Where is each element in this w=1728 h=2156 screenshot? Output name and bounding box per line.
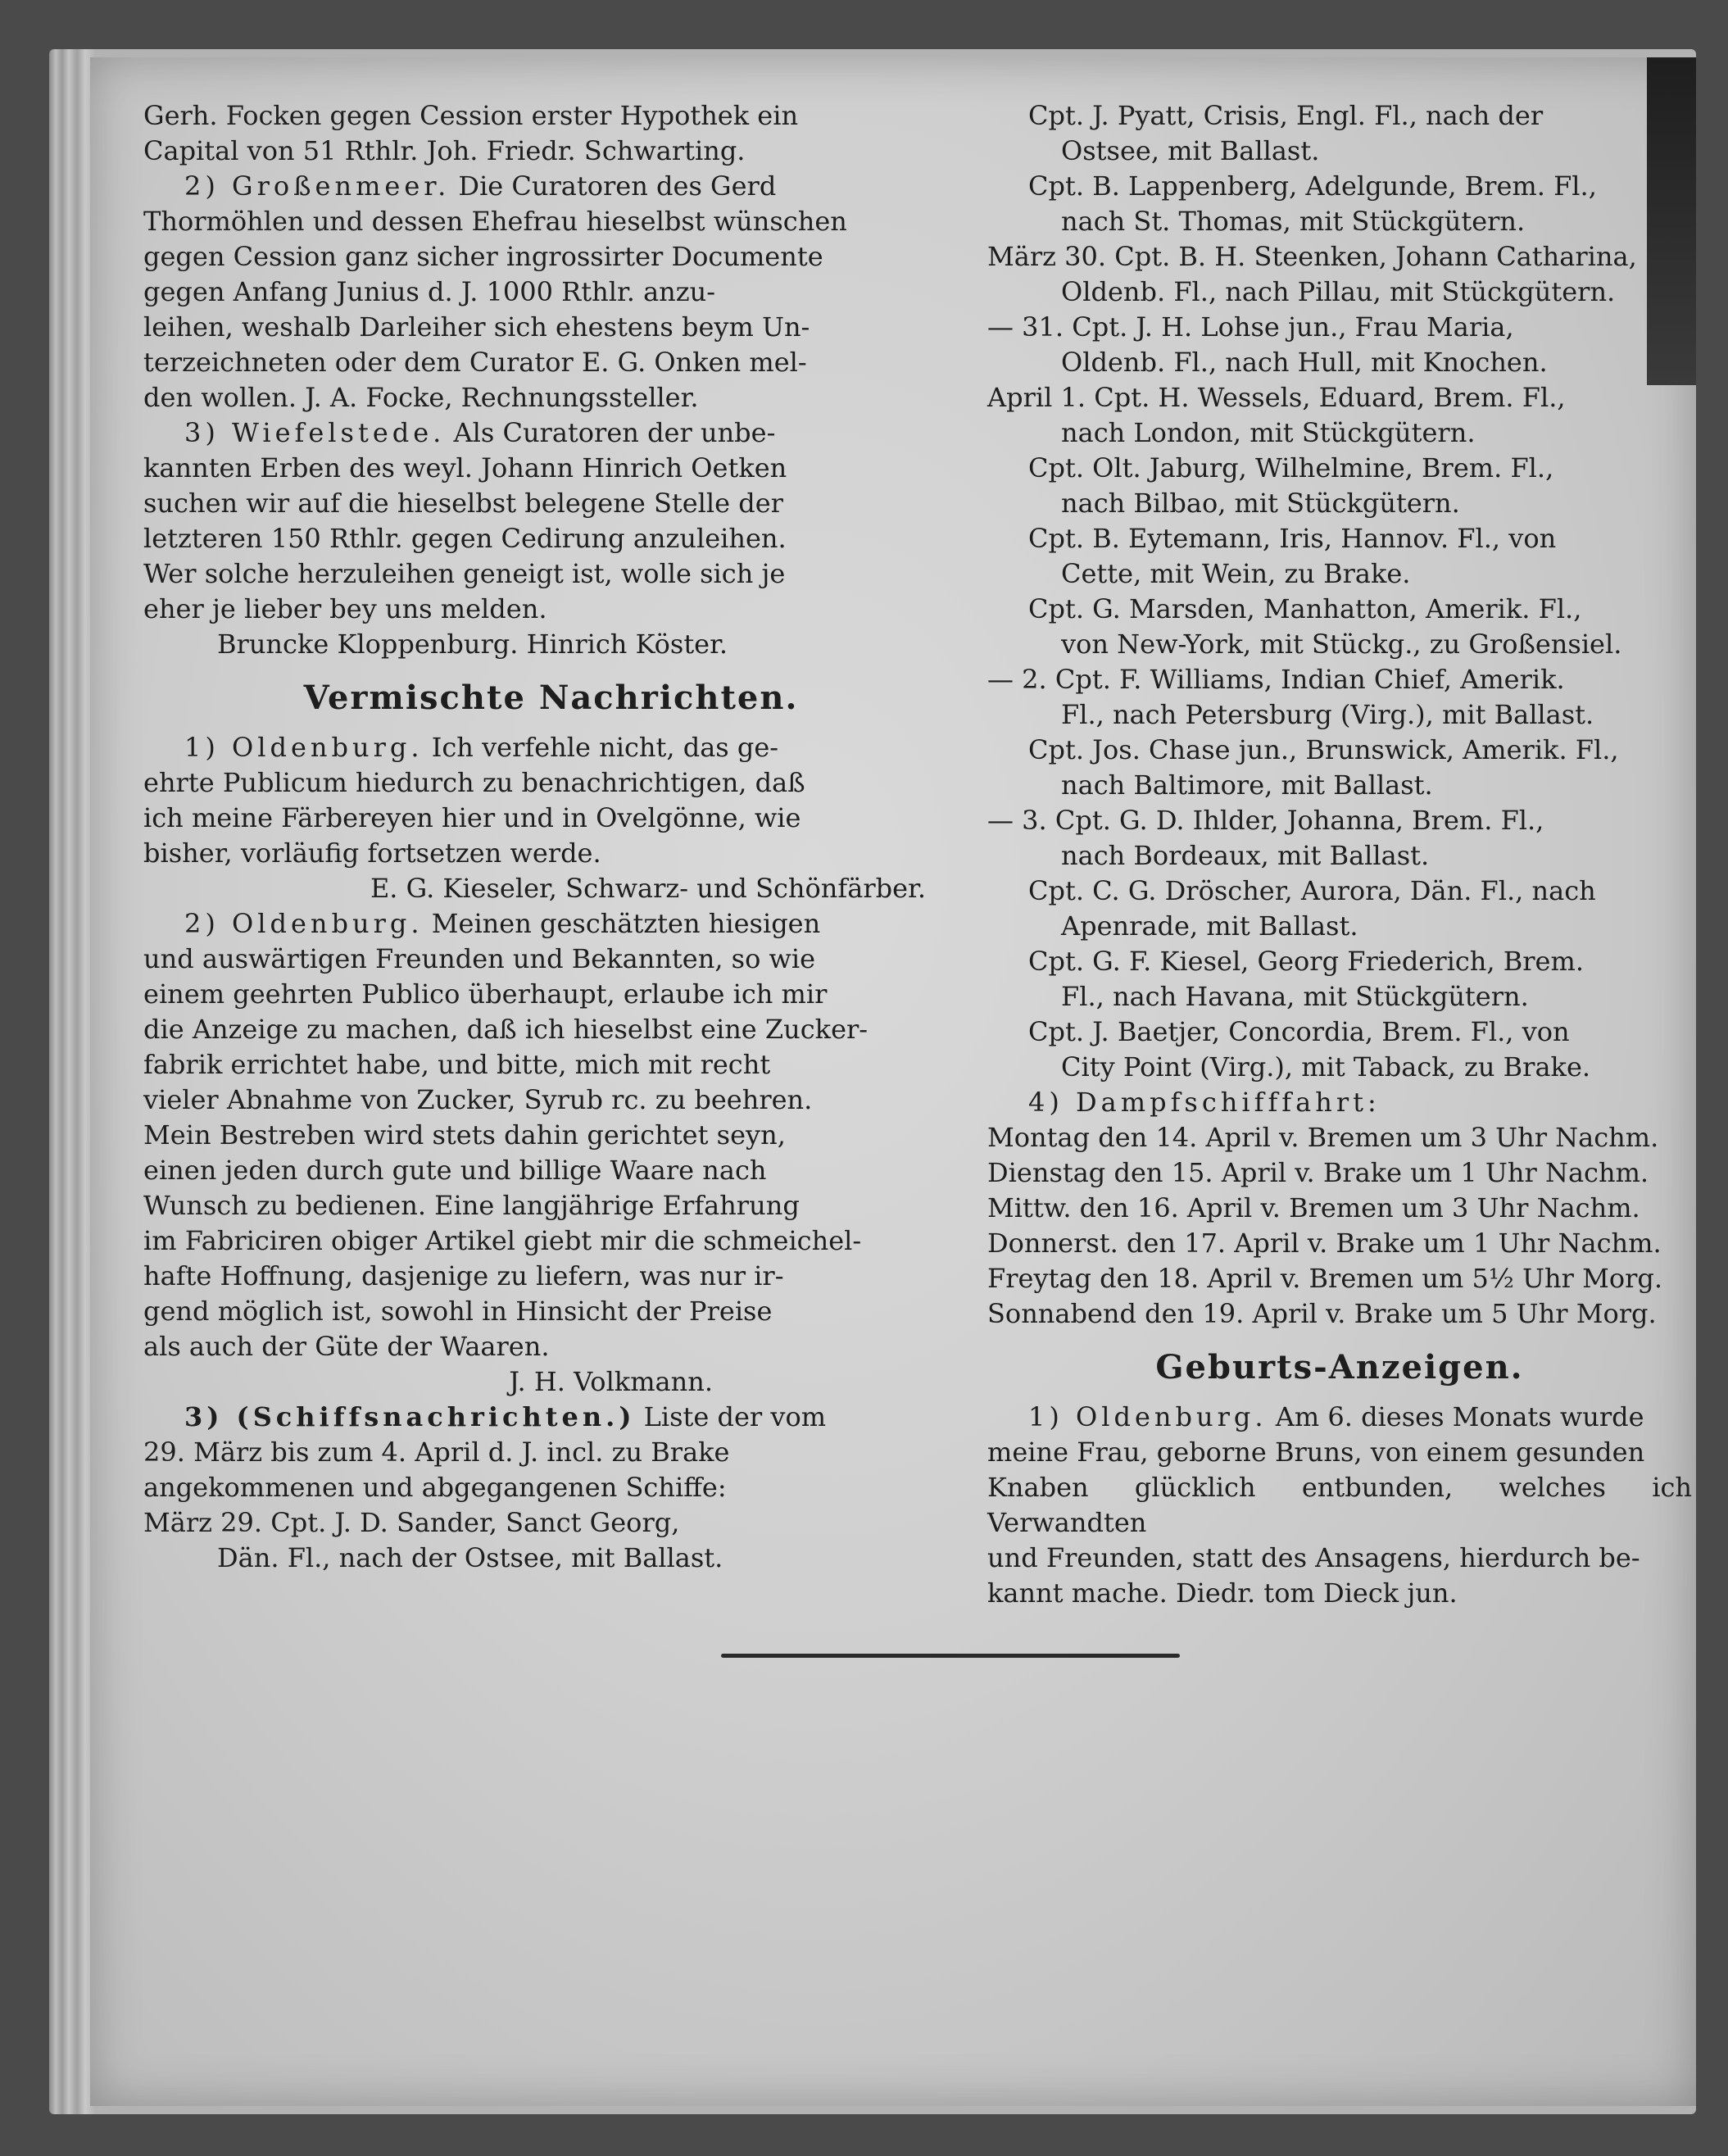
- ship-entry-line: City Point (Virg.), mit Taback, zu Brake.: [1061, 1051, 1591, 1083]
- ship-entry-line: nach Bordeaux, mit Ballast.: [1061, 840, 1430, 871]
- ship-entry-line: Cpt. Jos. Chase jun., Brunswick, Amerik. Fl.,: [1028, 734, 1619, 765]
- text-line: einen jeden durch gute und billige Waare nach: [143, 1155, 767, 1186]
- text-line: gegen Anfang Junius d. J. 1000 Rthlr. anzu-: [143, 276, 716, 307]
- ship-entry-line: Fl., nach Havana, mit Stückgütern.: [1061, 981, 1529, 1012]
- text-line: gend möglich ist, sowohl in Hinsicht der Preise: [143, 1296, 773, 1327]
- text-line: einem geehrten Publico überhaupt, erlaube ich mir: [143, 978, 828, 1010]
- ship-entry-line: April 1. Cpt. H. Wessels, Eduard, Brem. Fl.,: [987, 382, 1566, 413]
- text-line: die Anzeige zu machen, daß ich hieselbst eine Zucker-: [143, 1014, 869, 1045]
- ship-entry-line: Cette, mit Wein, zu Brake.: [1061, 558, 1411, 589]
- ship-entry-line: Oldenb. Fl., nach Hull, mit Knochen.: [1061, 347, 1548, 378]
- ship-entry-line: Oldenb. Fl., nach Pillau, mit Stückgütern.: [1061, 276, 1616, 307]
- paragraph-start: [143, 415, 959, 451]
- ship-entry-line: Apenrade, mit Ballast.: [1061, 910, 1358, 942]
- text-line: letzteren 150 Rthlr. gegen Cedirung anzuleihen.: [143, 523, 787, 554]
- steamship-line: Sonnabend den 19. April v. Brake um 5 Uhr Morg.: [987, 1298, 1657, 1329]
- ship-entry-line: von New-York, mit Stückg., zu Großensiel.: [1061, 629, 1622, 660]
- text-span: Ich verfehle nicht, das ge-: [431, 732, 779, 763]
- text-line: suchen wir auf die hieselbst belegene Stelle der: [143, 488, 783, 519]
- paragraph-start: [143, 906, 959, 942]
- ship-entry-line: — 3. Cpt. G. D. Ihlder, Johanna, Brem. Fl.,: [987, 805, 1544, 836]
- steamship-line: Dienstag den 15. April v. Brake um 1 Uhr Nachm.: [987, 1157, 1649, 1188]
- place-name: 3) Wiefelstede.: [184, 417, 446, 448]
- ship-entry-line: Fl., nach Petersburg (Virg.), mit Ballast.: [1061, 699, 1594, 730]
- text-span: Am 6. dieses Monats wurde: [1275, 1401, 1644, 1432]
- text-line: den wollen. J. A. Focke, Rechnungssteller.: [143, 382, 699, 413]
- place-name: 2) Oldenburg.: [184, 908, 424, 939]
- ship-entry-line: nach Baltimore, mit Ballast.: [1061, 769, 1433, 801]
- paragraph-start: [143, 730, 959, 765]
- ship-entry-line: — 31. Cpt. J. H. Lohse jun., Frau Maria,: [987, 311, 1514, 343]
- ship-entry-line: Cpt. C. G. Dröscher, Aurora, Dän. Fl., nach: [1028, 875, 1596, 906]
- ship-entry-line: nach Bilbao, mit Stückgütern.: [1061, 488, 1460, 519]
- text-line: Thormöhlen und dessen Ehefrau hieselbst wünschen: [143, 206, 847, 237]
- signature: J. H. Volkmann.: [509, 1366, 713, 1397]
- place-name: 3) (Schiffsnachrichten.): [184, 1401, 636, 1432]
- text-span: Die Curatoren des Gerd: [458, 170, 777, 202]
- closing-rule: [721, 1654, 1180, 1658]
- place-name: 2) Großenmeer.: [184, 170, 451, 202]
- ship-entry-line: Cpt. J. Baetjer, Concordia, Brem. Fl., von: [1028, 1016, 1570, 1047]
- text-line: Capital von 51 Rthlr. Joh. Friedr. Schwarting.: [143, 135, 746, 166]
- text-line: Dän. Fl., nach der Ostsee, mit Ballast.: [217, 1542, 723, 1573]
- text-line: Gerh. Focken gegen Cession erster Hypothek ein: [143, 100, 799, 131]
- ship-entry-line: Cpt. Olt. Jaburg, Wilhelmine, Brem. Fl.,: [1028, 452, 1554, 483]
- text-line: ehrte Publicum hiedurch zu benachrichtigen, daß: [143, 767, 805, 798]
- text-line: kannten Erben des weyl. Johann Hinrich Oetken: [143, 452, 787, 483]
- text-line: hafte Hoffnung, dasjenige zu liefern, was nur ir-: [143, 1260, 784, 1291]
- text-line: und auswärtigen Freunden und Bekannten, so wie: [143, 943, 816, 974]
- ship-entry-line: — 2. Cpt. F. Williams, Indian Chief, Amerik.: [987, 664, 1565, 695]
- text-span: Meinen geschätzten hiesigen: [431, 908, 821, 939]
- right-column: [987, 98, 1692, 1611]
- text-span: Liste der vom: [643, 1401, 827, 1432]
- signature: Bruncke Kloppenburg. Hinrich Köster.: [217, 629, 728, 660]
- text-line: leihen, weshalb Darleiher sich ehestens beym Un-: [143, 311, 810, 343]
- text-line: und Freunden, statt des Ansagens, hierdurch be-: [987, 1542, 1640, 1573]
- paragraph-start: [143, 1400, 959, 1435]
- text-line: als auch der Güte der Waaren.: [143, 1331, 550, 1362]
- section-heading: Geburts-Anzeigen.: [1155, 1348, 1524, 1387]
- ship-entry-line: Cpt. G. F. Kiesel, Georg Friederich, Brem.: [1028, 946, 1584, 977]
- paragraph-start: [143, 169, 959, 204]
- steamship-line: Montag den 14. April v. Bremen um 3 Uhr Nachm.: [987, 1122, 1659, 1153]
- text-line: Mein Bestreben wird stets dahin gerichtet seyn,: [143, 1119, 786, 1151]
- text-line: Knaben glücklich entbunden, welches ich Verwandten: [987, 1472, 1692, 1538]
- text-line: vieler Abnahme von Zucker, Syrub rc. zu beehren.: [143, 1084, 813, 1115]
- text-span: Als Curatoren der unbe-: [453, 417, 776, 448]
- place-name: 1) Oldenburg.: [184, 732, 424, 763]
- place-name: 1) Oldenburg.: [1028, 1401, 1268, 1432]
- text-line: bisher, vorläufig fortsetzen werde.: [143, 837, 601, 869]
- text-line: Wer solche herzuleihen geneigt ist, wolle sich je: [143, 558, 786, 589]
- steamship-title: 4) Dampfschifffahrt:: [1028, 1087, 1381, 1118]
- ship-entry-line: Cpt. B. Lappenberg, Adelgunde, Brem. Fl.,: [1028, 170, 1597, 202]
- text-line: Wunsch zu bedienen. Eine langjährige Erfahrung: [143, 1190, 800, 1221]
- text-line: terzeichneten oder dem Curator E. G. Onken mel-: [143, 347, 807, 378]
- steamship-line: Mittw. den 16. April v. Bremen um 3 Uhr Nachm.: [987, 1192, 1640, 1223]
- ship-entry-line: nach London, mit Stückgütern.: [1061, 417, 1476, 448]
- text-line: angekommenen und abgegangenen Schiffe:: [143, 1472, 727, 1503]
- ship-entry-line: nach St. Thomas, mit Stückgütern.: [1061, 206, 1526, 237]
- ship-entry-line: März 30. Cpt. B. H. Steenken, Johann Catharina,: [987, 241, 1637, 272]
- left-column: [143, 98, 959, 1576]
- steamship-line: Freytag den 18. April v. Bremen um 5½ Uhr Morg.: [987, 1263, 1663, 1294]
- paragraph-start: [987, 1400, 1692, 1435]
- signature: E. G. Kieseler, Schwarz- und Schönfärber.: [370, 873, 926, 904]
- text-line: eher je lieber bey uns melden.: [143, 593, 547, 624]
- ship-entry-line: Cpt. J. Pyatt, Crisis, Engl. Fl., nach der: [1028, 100, 1544, 131]
- text-line: fabrik errichtet habe, und bitte, mich mit recht: [143, 1049, 771, 1080]
- steamship-line: Donnerst. den 17. April v. Brake um 1 Uhr Nachm.: [987, 1228, 1662, 1259]
- section-heading: Vermischte Nachrichten.: [303, 679, 799, 717]
- ship-entry-line: Ostsee, mit Ballast.: [1061, 135, 1320, 166]
- ship-entry-line: Cpt. G. Marsden, Manhatton, Amerik. Fl.,: [1028, 593, 1582, 624]
- text-line: 29. März bis zum 4. April d. J. incl. zu Brake: [143, 1437, 730, 1468]
- text-line: im Fabriciren obiger Artikel giebt mir die schmeichel-: [143, 1225, 862, 1256]
- text-line: gegen Cession ganz sicher ingrossirter Documente: [143, 241, 823, 272]
- ship-entry-line: Cpt. B. Eytemann, Iris, Hannov. Fl., von: [1028, 523, 1557, 554]
- text-line: März 29. Cpt. J. D. Sander, Sanct Georg,: [143, 1507, 680, 1538]
- text-line: meine Frau, geborne Bruns, von einem gesunden: [987, 1437, 1645, 1468]
- text-line: ich meine Färbereyen hier und in Ovelgönne, wie: [143, 802, 801, 833]
- text-line: kannt mache. Diedr. tom Dieck jun.: [987, 1577, 1458, 1609]
